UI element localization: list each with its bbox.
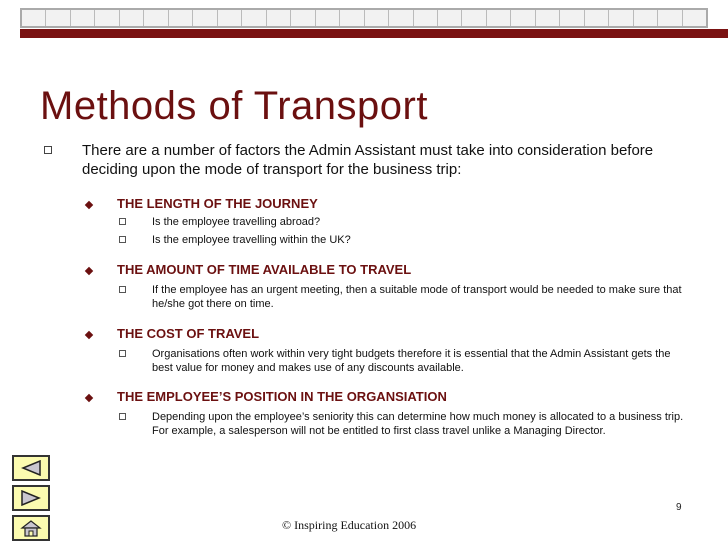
sub-item: Depending upon the employee’s seniority this can determine how much money is allocated to a business trip. For example, a salesperson will not be entitled to first class travel unlike a Managing Director.: [152, 411, 684, 437]
decor-cell: [487, 10, 511, 26]
square-bullet-icon: [119, 413, 126, 420]
decor-cell: [536, 10, 560, 26]
decor-cell: [389, 10, 413, 26]
section-heading: THE AMOUNT OF TIME AVAILABLE TO TRAVEL: [117, 262, 412, 277]
diamond-bullet-icon: [85, 267, 93, 275]
decor-cell: [634, 10, 658, 26]
decor-cell: [218, 10, 242, 26]
decor-cell: [340, 10, 364, 26]
page-number: 9: [676, 502, 682, 513]
decor-cell: [585, 10, 609, 26]
decor-cell: [291, 10, 315, 26]
decor-cell: [95, 10, 119, 26]
triangle-left-icon: [20, 460, 42, 476]
diamond-bullet-icon: [85, 331, 93, 339]
home-button[interactable]: [12, 515, 50, 541]
decor-cell: [193, 10, 217, 26]
diamond-bullet-icon: [85, 394, 93, 402]
decor-cell: [267, 10, 291, 26]
square-bullet-icon: [119, 286, 126, 293]
intro-text: There are a number of factors the Admin Assistant must take into consideration before deciding upon the mode of transport for the business trip:: [82, 142, 654, 178]
square-bullet-icon: [119, 350, 126, 357]
decor-cell: [609, 10, 633, 26]
square-bullet-icon: [119, 218, 126, 225]
next-slide-button[interactable]: [12, 485, 50, 511]
decor-cell: [438, 10, 462, 26]
section-heading: THE COST OF TRAVEL: [117, 326, 260, 341]
square-bullet-icon: [119, 236, 126, 243]
section-heading: THE EMPLOYEE’S POSITION IN THE ORGANSIATION: [117, 389, 447, 404]
previous-slide-button[interactable]: [12, 455, 50, 481]
accent-bar: [20, 29, 728, 38]
decor-cell: [22, 10, 46, 26]
sub-item: Is the employee travelling within the UK?: [152, 234, 351, 246]
decor-cell: [71, 10, 95, 26]
slide-title: Methods of Transport: [40, 84, 428, 128]
decor-cell: [169, 10, 193, 26]
decor-cell: [365, 10, 389, 26]
sub-item: Is the employee travelling abroad?: [152, 216, 321, 228]
decor-cell: [242, 10, 266, 26]
home-icon: [19, 519, 43, 537]
decor-cell: [658, 10, 682, 26]
diamond-bullet-icon: [85, 201, 93, 209]
sub-item: Organisations often work within very tight budgets therefore it is essential that the Admin Assistant gets the best value for money and makes use of any discounts available.: [152, 348, 671, 374]
decor-cell: [462, 10, 486, 26]
decor-cell: [560, 10, 584, 26]
decor-cell: [316, 10, 340, 26]
decor-cell: [46, 10, 70, 26]
decor-cell: [511, 10, 535, 26]
square-bullet-icon: [44, 146, 52, 154]
triangle-right-icon: [20, 490, 42, 506]
decor-cell: [144, 10, 168, 26]
decor-cell: [683, 10, 706, 26]
footer-copyright: © Inspiring Education 2006: [282, 518, 417, 532]
section-heading: THE LENGTH OF THE JOURNEY: [117, 196, 318, 211]
top-decorative-bar: [20, 8, 708, 28]
decor-cell: [120, 10, 144, 26]
sub-item: If the employee has an urgent meeting, then a suitable mode of transport would be needed to make sure that he/she got there on time.: [152, 284, 682, 310]
decor-cell: [414, 10, 438, 26]
